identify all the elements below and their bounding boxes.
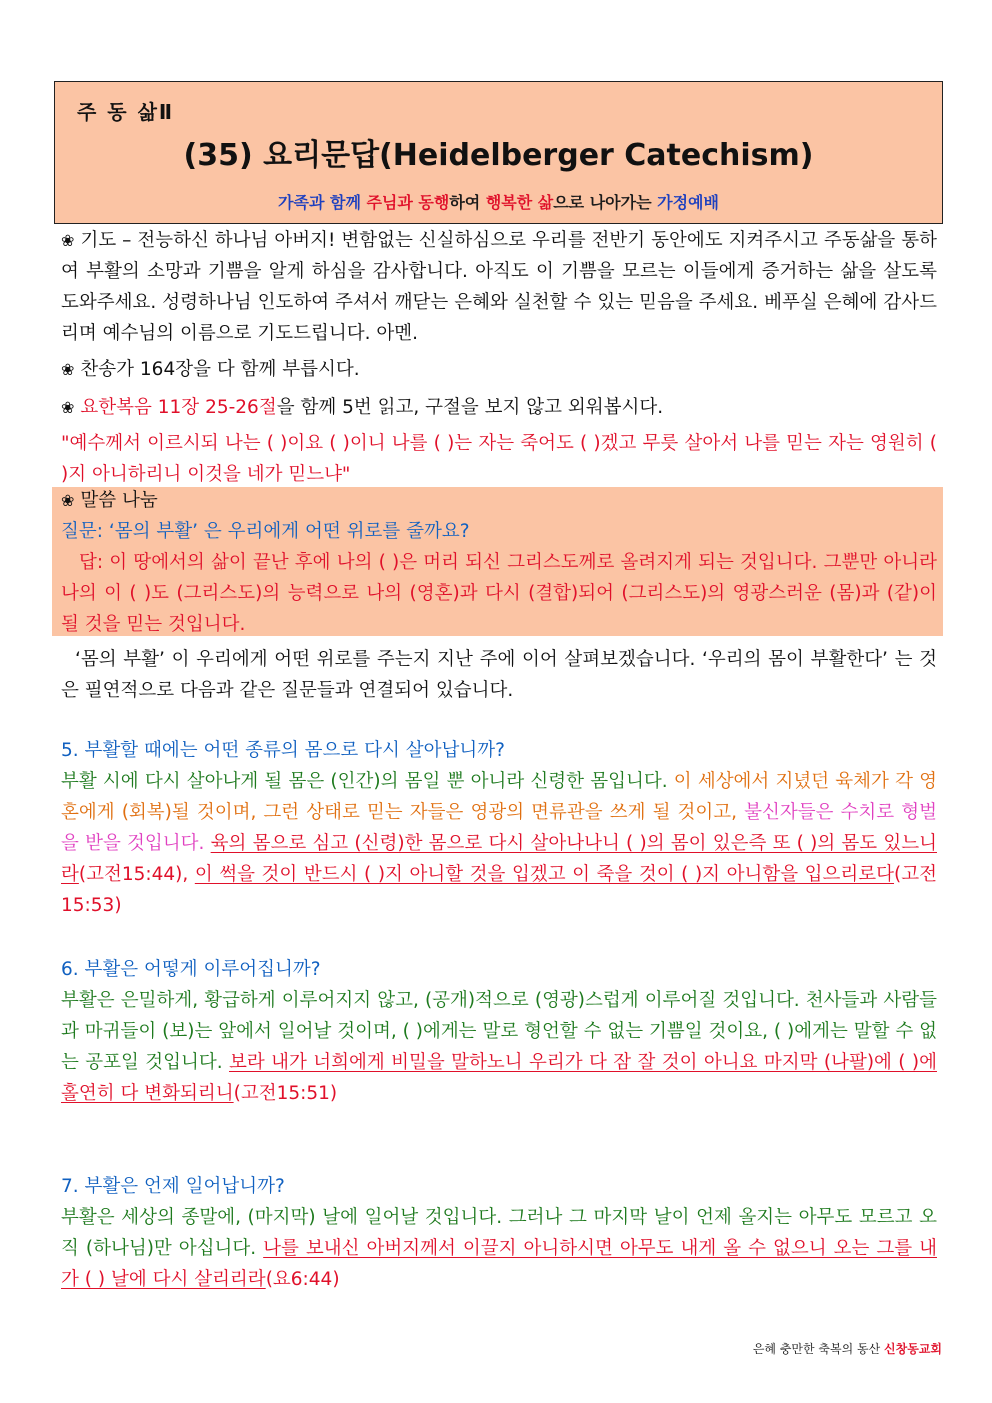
flower-icon: ❀ xyxy=(61,360,75,379)
q6-section xyxy=(61,954,937,1109)
share-question: 질문: ‘몸의 부활’ 은 우리에게 어떤 위로를 줄까요? xyxy=(61,521,470,542)
q7-question: 7. 부활은 언제 일어납니까? xyxy=(61,1176,285,1197)
q5-answer: 이 세상에서 지녔던 육체가 각 영혼에게 (회복)될 것이며, 그런 상태로 믿는 자들은 영광의 면류관을 쓰게 될 것이고, xyxy=(61,771,937,823)
footer-text: 은혜 충만한 축복의 동산 xyxy=(752,1342,885,1356)
subtitle-part: 가족과 함께 xyxy=(278,193,367,212)
subtitle xyxy=(55,190,942,213)
subtitle-part: 가정예배 xyxy=(657,193,719,212)
q5-ref: (고전15:53) xyxy=(61,864,937,916)
q6-ref: (고전15:51) xyxy=(233,1083,338,1104)
flower-icon: ❀ xyxy=(61,491,75,510)
share-section xyxy=(61,485,937,640)
share-heading: 말씀 나눔 xyxy=(80,490,158,511)
memory-verse: "예수께서 이르시되 나는 ( )이요 ( )이니 나를 ( )는 자는 죽어도 ( )겠고 무릇 살아서 나를 믿는 자는 영원히 ( )지 아니하리니 이것을 네가 믿느냐" xyxy=(61,433,937,485)
reading-ref: 요한복음 11장 25-26절 xyxy=(80,397,277,418)
q6-question: 6. 부활은 어떻게 이루어집니까? xyxy=(61,959,321,980)
page-title: (35) 요리문답(Heidelberger Catechism) xyxy=(183,138,814,173)
q5-answer: 불신자들은 수치로 형벌을 받을 것입니다. xyxy=(61,802,937,854)
flower-icon: ❀ xyxy=(61,398,75,417)
q5-ref: (고전15:44), xyxy=(78,864,195,885)
prayer-section xyxy=(61,225,937,349)
q5-section xyxy=(61,735,937,921)
share-answer: 답: 이 땅에서의 삶이 끝난 후에 나의 ( )은 머리 되신 그리스도께로 올려지게 되는 것입니다. 그뿐만 아니라 나의 이 ( )도 (그리스도)의 능력으로 나의 (영혼)과 다시 (결합)되어 (그리스도)의 영광스러운 (몸)과 (같)이 될 것을 믿는 것입니다. xyxy=(61,552,937,635)
q7-section xyxy=(61,1171,937,1295)
subtitle-part: 하여 xyxy=(449,193,486,212)
reading-text: 을 함께 5번 읽고, 구절을 보지 않고 외워봅시다. xyxy=(276,397,664,418)
intro-section xyxy=(61,644,937,706)
q6-answer: 부활은 은밀하게, 황급하게 이루어지지 않고, (공개)적으로 (영광)스럽게 이루어질 것입니다. 천사들과 사람들과 마귀들이 (보)는 앞에서 일어날 것이며, ( )에게는 말로 형언할 수 없는 기쁨일 것이요, ( )에게는 말할 수 없는 공포일 것입니다. xyxy=(61,990,937,1073)
subtitle-part: 행복한 삶 xyxy=(485,193,554,212)
hymn-text: 찬송가 164장을 다 함께 부릅시다. xyxy=(80,359,360,380)
header-box xyxy=(54,81,943,224)
q5-answer: 부활 시에 다시 살아나게 될 몸은 (인간)의 몸일 뿐 아니라 신령한 몸입니다. xyxy=(61,771,674,792)
prayer-text: 기도 – 전능하신 하나님 아버지! 변함없는 신실하심으로 우리를 전반기 동안에도 지켜주시고 주동삶을 통하여 부활의 소망과 기쁨을 알게 하심을 감사합니다. 아직도 이 기쁨을 모르는 이들에게 증거하는 삶을 살도록 도와주세요. 성령하나님 인도하여 주셔서 깨닫는 은혜와 실천할 수 있는 믿음을 주세요. 베푸실 은혜에 감사드리며 예수님의 이름으로 기도드립니다. 아멘. xyxy=(61,230,937,344)
reading-section xyxy=(61,392,937,423)
hymn-section xyxy=(61,354,937,385)
intro-text: ‘몸의 부활’ 이 우리에게 어떤 위로를 주는지 지난 주에 이어 살펴보겠습니다. ‘우리의 몸이 부활한다’ 는 것은 필연적으로 다음과 같은 질문들과 연결되어 있습니다. xyxy=(61,649,937,701)
verse-section xyxy=(61,428,937,490)
flower-icon: ❀ xyxy=(61,231,75,250)
subtitle-part: 으로 나아가는 xyxy=(553,193,658,212)
q5-verse: 육의 몸으로 심고 (신령)한 몸으로 다시 살아나나니 ( )의 몸이 있은즉 또 ( )의 몸도 있느니라 xyxy=(61,833,937,885)
church-name: 신창동교회 xyxy=(884,1342,942,1356)
q7-verse: 나를 보내신 아버지께서 이끌지 아니하시면 아무도 내게 올 수 없으니 오는 그를 내가 ( ) 날에 다시 살리리라 xyxy=(61,1238,937,1290)
subtitle-part: 주님과 동행 xyxy=(366,193,450,212)
q5-question: 5. 부활할 때에는 어떤 종류의 몸으로 다시 살아납니까? xyxy=(61,740,505,761)
q7-ref: (요6:44) xyxy=(265,1269,340,1290)
q7-answer: 부활은 세상의 종말에, (마지막) 날에 일어날 것입니다. 그러나 그 마지막 날이 언제 올지는 아무도 모르고 오직 (하나님)만 아십니다. xyxy=(61,1207,937,1259)
series-label: 주 동 삶Ⅱ xyxy=(77,100,175,124)
q5-verse: 이 썩을 것이 반드시 ( )지 아니할 것을 입겠고 이 죽을 것이 ( )지 아니함을 입으리로다 xyxy=(194,864,895,885)
q6-verse: 보라 내가 너희에게 비밀을 말하노니 우리가 다 잠 잘 것이 아니요 마지막 (나팔)에 ( )에 홀연히 다 변화되리니 xyxy=(61,1052,937,1104)
footer xyxy=(753,1340,942,1357)
